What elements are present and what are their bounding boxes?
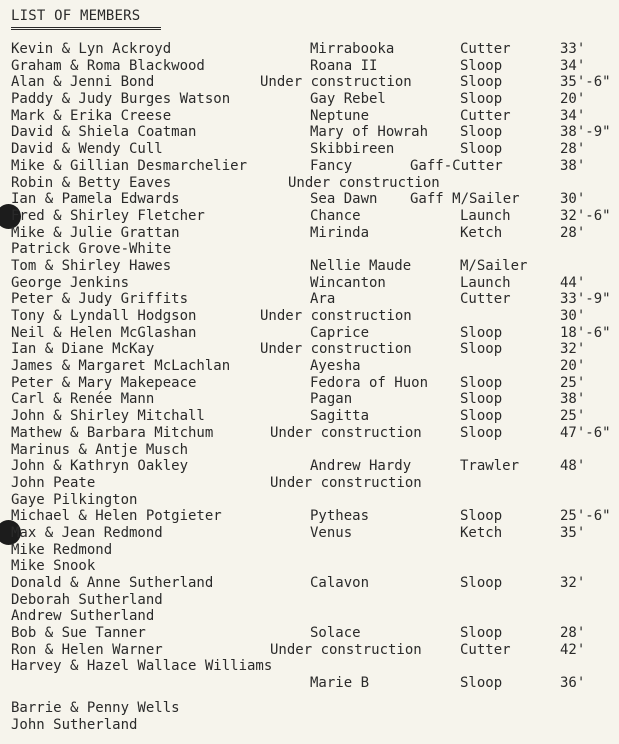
member-row [0,175,619,192]
member-name: David & Wendy Cull [11,141,163,158]
boat-name: Solace [310,625,361,642]
boat-name: Wincanton [310,274,386,291]
member-row [0,608,619,625]
member-row [0,141,619,158]
boat-name: Under construction [260,341,412,358]
member-name: Andrew Sutherland [11,608,155,625]
member-row [0,341,619,358]
member-row [0,391,619,408]
boat-length: 38' [560,157,586,174]
member-row [0,475,619,492]
member-name: James & Margaret McLachlan [11,358,231,375]
member-row [0,225,619,242]
member-row [0,525,619,542]
boat-type: Cutter [460,41,511,57]
boat-length: 33'-9" [560,291,611,308]
member-name: Harvey & Hazel Wallace Williams [11,658,273,675]
boat-length: 32'-6" [560,207,611,224]
boat-type: Cutter [460,107,511,124]
boat-type: Sloop [460,575,503,591]
boat-name: Calavon [310,575,370,591]
boat-name: Nellie Maude [310,257,412,274]
boat-name: Under construction [260,74,412,91]
boat-length: 44' [560,274,586,291]
boat-name: Neptune [310,107,370,124]
member-row [0,458,619,475]
boat-name: Gay Rebel [310,91,386,108]
member-name: John & Kathryn Oakley [11,458,189,475]
boat-length: 25' [560,374,586,391]
boat-length: 36' [560,675,586,692]
member-row [0,308,619,325]
boat-name: Mirrabooka [310,41,395,57]
member-name: Robin & Betty Eaves [11,174,172,191]
boat-length: 35'-6" [560,74,611,91]
boat-length: 38'-9" [560,124,611,141]
member-name: Mathew & Barbara Mitchum [11,424,214,441]
member-name: Michael & Helen Potgieter [11,508,222,525]
member-row [0,241,619,258]
boat-name: Ayesha [310,358,361,375]
boat-type: Trawler [460,458,520,475]
member-name: John Sutherland [11,716,138,733]
boat-name: Fancy [310,157,353,174]
boat-length: 38' [560,391,586,408]
boat-type: Gaff M/Sailer [410,191,520,208]
member-name: Peter & Mary Makepeace [11,374,197,391]
boat-length: 28' [560,141,586,158]
member-row [0,208,619,225]
boat-type: Ketch [460,524,503,541]
boat-name: Under construction [270,424,422,441]
member-name: Kevin & Lyn Ackroyd [11,41,172,57]
member-name: Graham & Roma Blackwood [11,57,205,74]
member-name: Patrick Grove-White [11,241,172,258]
boat-name: Sagitta [310,408,370,425]
member-name: Deborah Sutherland [11,591,163,608]
boat-type: M/Sailer [460,257,528,274]
boat-length: 28' [560,224,586,241]
boat-name: Mirinda [310,224,370,241]
boat-type: Sloop [460,625,503,642]
member-name: Mike Redmond [11,541,113,558]
member-name: Mike Snook [11,558,96,575]
member-name: Neil & Helen McGlashan [11,324,197,341]
member-row [0,91,619,108]
boat-type: Sloop [460,675,503,692]
member-row [0,642,619,659]
boat-name: Under construction [260,308,412,324]
member-row [0,658,619,675]
member-row [0,425,619,442]
member-row [0,442,619,459]
boat-length: 34' [560,57,586,74]
member-name: Mike & Julie Grattan [11,224,180,241]
boat-length: 33' [560,41,586,57]
member-name: John Peate [11,474,96,491]
boat-type: Launch [460,274,511,291]
boat-length: 32' [560,575,586,591]
boat-length: 20' [560,358,586,375]
boat-type: Sloop [460,91,503,108]
member-name: Donald & Anne Sutherland [11,575,214,591]
member-name: John & Shirley Mitchall [11,408,205,425]
boat-name: Chance [310,207,361,224]
member-name: Alan & Jenni Bond [11,74,155,91]
boat-length: 30' [560,308,586,324]
boat-type: Sloop [460,391,503,408]
member-name: Mike & Gillian Desmarchelier [11,157,248,174]
member-row [0,592,619,609]
member-row [0,358,619,375]
boat-length: 47'-6" [560,424,611,441]
boat-type: Sloop [460,341,503,358]
boat-length: 32' [560,341,586,358]
member-row [0,542,619,559]
boat-name: Sea Dawn [310,191,378,208]
boat-length: 35' [560,524,586,541]
boat-type: Cutter [460,291,511,308]
member-row [0,74,619,91]
member-name: George Jenkins [11,274,130,291]
boat-type: Sloop [460,508,503,525]
boat-name: Ara [310,291,336,308]
boat-name: Mary of Howrah [310,124,429,141]
member-row [0,108,619,125]
boat-name: Venus [310,524,353,541]
member-row [0,675,619,692]
member-row [0,291,619,308]
member-name: Marinus & Antje Musch [11,441,189,458]
boat-name: Andrew Hardy [310,458,412,475]
members-list [0,41,619,733]
member-name: Ian & Pamela Edwards [11,191,180,208]
title-underline [11,27,161,30]
member-row [0,492,619,509]
member-name: Paddy & Judy Burges Watson [11,91,231,108]
boat-length: 42' [560,641,586,658]
boat-type: Sloop [460,57,503,74]
boat-length: 25'-6" [560,508,611,525]
boat-length: 18'-6" [560,324,611,341]
boat-length: 25' [560,408,586,425]
boat-length: 48' [560,458,586,475]
boat-type: Sloop [460,374,503,391]
boat-name: Pagan [310,391,353,408]
member-row [0,408,619,425]
boat-type: Ketch [460,224,503,241]
boat-type: Sloop [460,124,503,141]
member-row [0,375,619,392]
boat-type: Sloop [460,408,503,425]
boat-name: Roana II [310,57,378,74]
member-row [0,717,619,734]
member-name: Carl & Renée Mann [11,391,155,408]
member-name: Gaye Pilkington [11,491,138,508]
member-row [0,158,619,175]
boat-type: Cutter [460,641,511,658]
member-row [0,191,619,208]
member-name: Max & Jean Redmond [11,524,163,541]
member-name: Mark & Erika Creese [11,107,172,124]
member-name: Ian & Diane McKay [11,341,155,358]
member-row [0,575,619,592]
member-name: Tom & Shirley Hawes [11,257,172,274]
boat-name: Under construction [288,174,440,191]
page-title: LIST OF MEMBERS [11,8,141,24]
boat-type: Sloop [460,141,503,158]
boat-type: Sloop [460,424,503,441]
member-name: Ron & Helen Warner [11,641,163,658]
boat-type: Launch [460,207,511,224]
boat-name: Under construction [270,474,422,491]
member-row [0,625,619,642]
boat-name: Skibbireen [310,141,395,158]
boat-type: Sloop [460,74,503,91]
boat-name: Pytheas [310,508,370,525]
boat-name: Marie B [310,675,370,692]
member-row [0,124,619,141]
member-row [0,558,619,575]
member-name: David & Shiela Coatman [11,124,197,141]
boat-name: Fedora of Huon [310,374,429,391]
member-name: Fred & Shirley Fletcher [11,207,205,224]
member-row [0,508,619,525]
member-name: Bob & Sue Tanner [11,625,146,642]
boat-length: 20' [560,91,586,108]
boat-length: 28' [560,625,586,642]
member-row [0,258,619,275]
boat-type: Gaff-Cutter [410,157,503,174]
member-row [0,275,619,292]
member-row [0,58,619,75]
boat-type: Sloop [460,324,503,341]
member-row [0,700,619,717]
member-name: Tony & Lyndall Hodgson [11,308,197,324]
member-row [0,325,619,342]
boat-length: 34' [560,107,586,124]
member-name: Barrie & Penny Wells [11,699,180,716]
boat-name: Caprice [310,324,370,341]
boat-length: 30' [560,191,586,208]
member-row [0,41,619,58]
member-name: Peter & Judy Griffits [11,291,189,308]
boat-name: Under construction [270,641,422,658]
